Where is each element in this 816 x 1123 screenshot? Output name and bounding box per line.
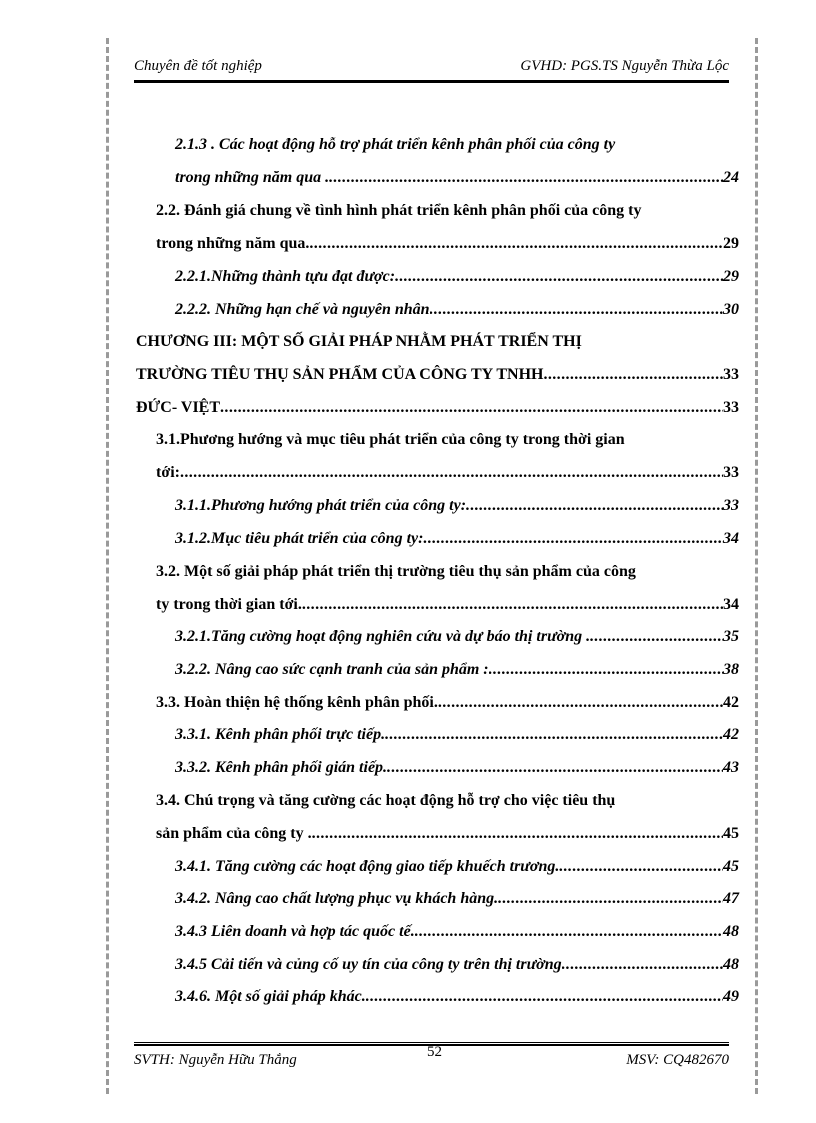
toc-leader — [466, 491, 723, 521]
toc-entry[interactable] — [175, 163, 739, 193]
toc-entry-text: 3.3.1. Kênh phân phối trực tiếp. — [175, 726, 386, 743]
toc-page-number: 33 — [723, 497, 739, 514]
toc-entry-text: 3.4.2. Nâng cao chất lượng phục vụ khách hàng. — [175, 890, 499, 907]
toc-entry[interactable] — [175, 622, 739, 652]
toc-leader — [312, 819, 723, 849]
footer-page-number: 52 — [427, 1044, 442, 1060]
header-title: Chuyên đề tốt nghiệp — [134, 58, 262, 74]
toc-leader — [220, 393, 723, 423]
toc-entry-text: trong những năm qua . — [175, 169, 330, 186]
toc-page-number: 34 — [723, 530, 739, 547]
toc-page-number: 35 — [723, 628, 739, 645]
toc-leader — [430, 295, 723, 325]
toc-entry[interactable] — [156, 786, 615, 816]
toc-leader — [559, 852, 723, 882]
toc-entry[interactable] — [175, 655, 739, 685]
toc-page-number: 29 — [723, 235, 739, 252]
toc-entry[interactable] — [156, 557, 636, 587]
toc-page-number: 48 — [723, 956, 739, 973]
toc-leader — [309, 229, 723, 259]
toc-leader — [489, 655, 723, 685]
toc-entry-text: 3.2.1.Tăng cường hoạt động nghiên cứu và dự báo thị trường . — [175, 628, 591, 645]
header-advisor: GVHD: PGS.TS Nguyễn Thừa Lộc — [520, 58, 729, 74]
toc-leader — [543, 360, 723, 390]
toc-page-number: 42 — [723, 726, 739, 743]
header-rule — [134, 80, 729, 83]
toc-entry-text: 2.2.1.Những thành tựu đạt được: — [175, 268, 396, 285]
toc-entry-text: 3.1.Phương hướng và mục tiêu phát triển của công ty trong thời gian — [156, 431, 625, 448]
toc-leader — [498, 884, 723, 914]
toc-leader — [395, 262, 723, 292]
toc-page-number: 30 — [723, 301, 739, 318]
toc-entry-text: 3.4.6. Một số giải pháp khác. — [175, 988, 366, 1005]
toc-page-number: 38 — [723, 661, 739, 678]
toc-page-number: 49 — [723, 988, 739, 1005]
toc-leader — [562, 950, 723, 980]
toc-page-number: 34 — [723, 596, 739, 613]
toc-page-number: 42 — [723, 694, 739, 711]
toc-leader — [423, 524, 723, 554]
toc-entry[interactable] — [156, 196, 641, 226]
toc-entry-text: 3.3.2. Kênh phân phối gián tiếp. — [175, 759, 388, 776]
toc-page-number: 24 — [723, 169, 739, 186]
toc-entry[interactable] — [175, 852, 739, 882]
toc-entry-text: 2.1.3 . Các hoạt động hỗ trợ phát triển kênh phân phối của công ty — [175, 136, 616, 153]
toc-entry[interactable] — [175, 884, 739, 914]
toc-entry[interactable] — [175, 130, 615, 160]
toc-entry-text: 3.4.5 Cải tiến và củng cố uy tín của công ty trên thị trường — [175, 956, 562, 973]
toc-entry[interactable] — [175, 917, 739, 947]
toc-page-number: 33 — [723, 464, 739, 481]
toc-entry-text: CHƯƠNG III: MỘT SỐ GIẢI PHÁP NHẰM PHÁT TRIỂN THỊ — [136, 333, 582, 350]
toc-leader — [302, 590, 723, 620]
toc-entry[interactable] — [156, 229, 739, 259]
toc-entry[interactable] — [136, 393, 739, 423]
toc-entry[interactable] — [175, 753, 739, 783]
toc-entry[interactable] — [175, 262, 739, 292]
page-footer — [134, 1044, 729, 1072]
toc-entry-text: 3.4.1. Tăng cường các hoạt động giao tiếp khuếch trương. — [175, 858, 560, 875]
toc-entry-text: ĐỨC- VIỆT — [136, 399, 221, 416]
toc-leader — [590, 622, 723, 652]
toc-entry[interactable] — [156, 819, 739, 849]
toc-entry[interactable] — [175, 491, 739, 521]
toc-entry[interactable] — [156, 458, 739, 488]
toc-leader — [385, 720, 723, 750]
footer-student: SVTH: Nguyễn Hữu Thắng — [134, 1052, 297, 1068]
toc-entry[interactable] — [175, 720, 739, 750]
toc-page-number: 33 — [723, 399, 739, 416]
toc-entry[interactable] — [156, 590, 739, 620]
toc-entry-text: 3.4.3 Liên doanh và hợp tác quốc tế. — [175, 923, 415, 940]
toc-entry-text: 3.1.1.Phương hướng phát triển của công ty: — [175, 497, 467, 514]
toc-entry-text: 3.1.2.Mục tiêu phát triển của công ty: — [175, 530, 424, 547]
page-header — [134, 58, 729, 80]
toc-page-number: 45 — [723, 825, 739, 842]
toc-leader — [387, 753, 723, 783]
toc-page-number: 47 — [723, 890, 739, 907]
toc-entry-text: trong những năm qua. — [156, 235, 310, 252]
toc-page-number: 48 — [723, 923, 739, 940]
toc-page-number: 29 — [723, 268, 739, 285]
toc-leader — [415, 917, 723, 947]
toc-page-number: 45 — [723, 858, 739, 875]
toc-entry-text: 3.4. Chú trọng và tăng cường các hoạt động hỗ trợ cho việc tiêu thụ — [156, 792, 616, 809]
toc-page-number: 43 — [723, 759, 739, 776]
toc-entry[interactable] — [136, 360, 739, 390]
toc-entry-text: tới: — [156, 464, 180, 481]
toc-entry[interactable] — [136, 327, 582, 357]
toc-entry[interactable] — [156, 425, 625, 455]
toc-entry-text: 3.2.2. Nâng cao sức cạnh tranh của sản phẩm : — [175, 661, 489, 678]
toc-leader — [329, 163, 723, 193]
toc-entry[interactable] — [175, 524, 739, 554]
toc-entry[interactable] — [175, 982, 739, 1012]
toc-entry-text: 3.3. Hoàn thiện hệ thống kênh phân phối. — [156, 694, 438, 711]
toc-entry-text: 3.2. Một số giải pháp phát triển thị trường tiêu thụ sản phẩm của công — [156, 563, 636, 580]
toc-leader — [438, 688, 723, 718]
toc-entry[interactable] — [175, 950, 739, 980]
toc-leader — [366, 982, 723, 1012]
toc-entry[interactable] — [156, 688, 739, 718]
toc-entry-text: sản phẩm của công ty . — [156, 825, 312, 842]
toc-entry-text: 2.2. Đánh giá chung về tình hình phát triển kênh phân phối của công ty — [156, 202, 642, 219]
toc-entry[interactable] — [175, 295, 739, 325]
toc-leader — [180, 458, 723, 488]
toc-entry-text: ty trong thời gian tới. — [156, 596, 302, 613]
toc-entry-text: TRƯỜNG TIÊU THỤ SẢN PHẨM CỦA CÔNG TY TNHH — [136, 366, 544, 383]
toc-entry-text: 2.2.2. Những hạn chế và nguyên nhân — [175, 301, 430, 318]
footer-student-id: MSV: CQ482670 — [626, 1052, 729, 1068]
toc-page-number: 33 — [723, 366, 739, 383]
